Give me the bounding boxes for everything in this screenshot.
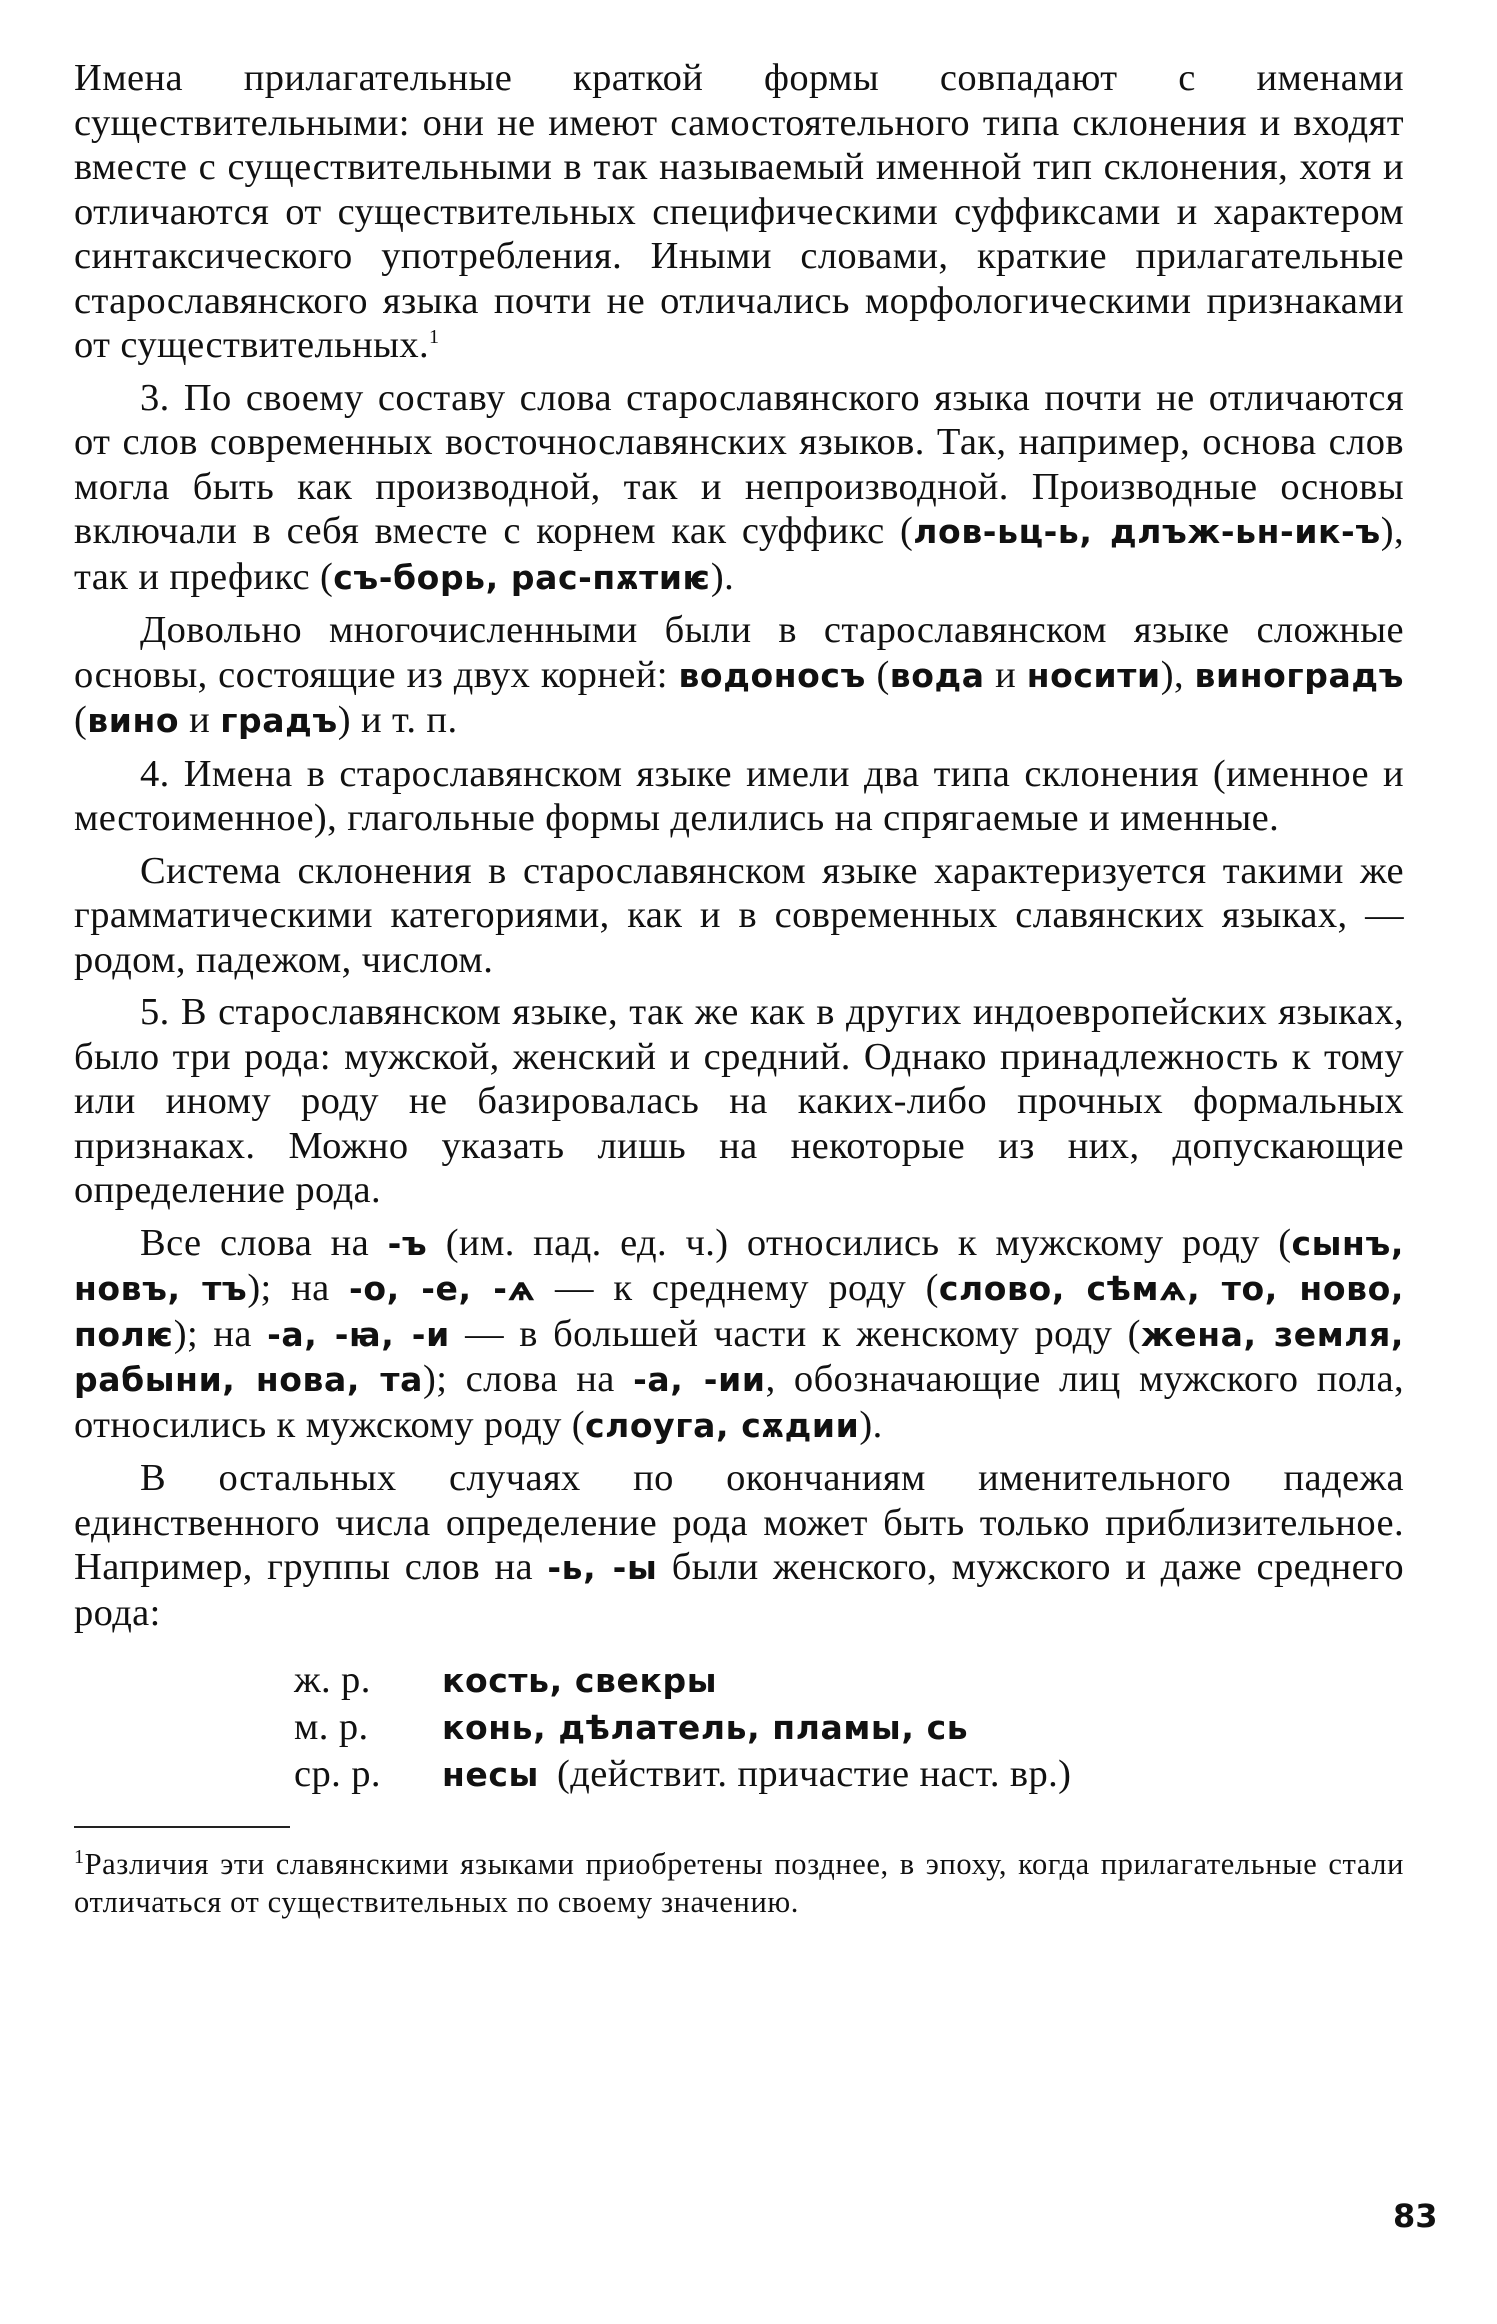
paragraph-text: Имена прилагательные краткой формы совпадают с именами существительными: они не имеют самостоятельного типа склонения и входят вместе с существительными в так называемый именной тип склонения, хотя и отличаются от существительных специфическими суффиксами и характером синтаксического употребления. Иными словами, краткие прилагательные старославянского языка почти не отличались морфологическими признаками от существительных. bbox=[74, 57, 1404, 366]
paragraph-text: ). bbox=[710, 555, 735, 598]
paragraph-text: ( bbox=[865, 653, 890, 696]
paragraph-text: ); слова на bbox=[422, 1358, 634, 1400]
paragraph-text: и bbox=[984, 653, 1027, 696]
old-slavonic-example: вино bbox=[87, 701, 180, 740]
gender-label: ср. р. bbox=[294, 1753, 381, 1795]
book-page bbox=[74, 56, 1404, 1921]
gender-example-words: несы bbox=[442, 1755, 539, 1794]
old-slavonic-example: съ-борь, рас-пѫтиѥ bbox=[333, 557, 711, 597]
old-slavonic-example: лов-ьц-ь, длъж-ьн-ик-ъ bbox=[913, 512, 1381, 551]
old-slavonic-example: носити bbox=[1026, 655, 1161, 695]
paragraph-text: ), так и префикс ( bbox=[74, 510, 1404, 598]
footnote-divider bbox=[74, 1826, 290, 1828]
paragraph-text: — к среднему роду ( bbox=[535, 1267, 939, 1309]
paragraph-text: и bbox=[179, 699, 221, 741]
paragraph-text: ); на bbox=[173, 1312, 268, 1355]
paragraph-compound-stems bbox=[74, 608, 1404, 744]
gender-example-note: (действит. причастие наст. вр.) bbox=[557, 1753, 1072, 1795]
old-slavonic-example: -а, -ꙗ, -и bbox=[267, 1314, 450, 1354]
page-number: 83 bbox=[1393, 2197, 1438, 2235]
body-text bbox=[74, 56, 1404, 1798]
gender-row-masculine bbox=[294, 1704, 1404, 1751]
paragraph-three-genders: 5. В старославянском языке, так же как в других индоевропейских языках, было три рода: мужской, женский и средний. Однако принадлежность к тому или иному роду не базировалась на каких-либо прочных формальных признаках. Можно указать лишь на некоторые из них, допускающие определение рода. bbox=[74, 991, 1404, 1211]
paragraph-text: ). bbox=[859, 1403, 883, 1446]
paragraph-text: (им. пад. ед. ч.) относились к мужскому роду ( bbox=[427, 1221, 1292, 1264]
old-slavonic-example: -ь, -ы bbox=[547, 1548, 658, 1587]
paragraph-gender-endings bbox=[74, 1221, 1404, 1449]
gender-examples-table bbox=[294, 1657, 1404, 1798]
old-slavonic-example: вода bbox=[889, 655, 985, 695]
gender-label: м. р. bbox=[294, 1706, 369, 1748]
paragraph-approximate-gender bbox=[74, 1456, 1404, 1635]
paragraph-text: ) и т. п. bbox=[337, 699, 458, 741]
paragraph-text: ), bbox=[1160, 653, 1195, 696]
paragraph-text: ); на bbox=[247, 1267, 350, 1309]
footnote-mark: 1 bbox=[74, 1845, 85, 1868]
paragraph-text: были женского, мужского и даже среднего рода: bbox=[74, 1546, 1404, 1634]
paragraph-text: ( bbox=[74, 699, 88, 741]
paragraph-declension-system: Система склонения в старославянском языке характеризуется такими же грамматическими категориями, как и в современных славянских языках, — родом, падежом, числом. bbox=[74, 849, 1404, 981]
paragraph-text: , обозначающие лиц мужского пола, относились к мужскому роду ( bbox=[74, 1358, 1404, 1446]
paragraph-text: Все слова на bbox=[140, 1221, 388, 1264]
paragraph-text: В остальных случаях по окончаниям именительного падежа единственного числа определение рода может быть только приблизительное. Например, группы слов на bbox=[74, 1457, 1404, 1588]
paragraph-text: 3. По своему составу слова старославянского языка почти не отличаются от слов современных восточнославянских языков. Так, например, основа слов могла быть как производной, так и непроизводной. Производные основы включали в себя вместе с корнем как суффикс ( bbox=[74, 376, 1404, 552]
old-slavonic-example: жена, земля, рабыни, нова, та bbox=[74, 1314, 1405, 1399]
footnote-text: Различия эти славянскими языками приобретены позднее, в эпоху, когда прилагательные стали отличаться от существительных по своему значению. bbox=[74, 1847, 1404, 1919]
paragraph-text: Довольно многочисленными были в старославянском языке сложные основы, состоящие из двух корней: bbox=[74, 609, 1404, 696]
gender-example-words: конь, дѣлатель, пламы, сь bbox=[442, 1708, 969, 1747]
old-slavonic-example: градъ bbox=[220, 701, 338, 740]
old-slavonic-example: сынъ, новъ, тъ bbox=[74, 1223, 1404, 1308]
paragraph-declension-types: 4. Имена в старославянском языке имели два типа склонения (именное и местоименное), глагольные формы делились на спрягаемые и именные. bbox=[74, 752, 1404, 839]
footnote bbox=[74, 1846, 1404, 1921]
gender-row-neuter bbox=[294, 1751, 1404, 1798]
footnote-reference: 1 bbox=[429, 326, 440, 349]
gender-example-words: кость, свекры bbox=[442, 1661, 718, 1700]
paragraph-short-adjectives bbox=[74, 56, 1404, 368]
old-slavonic-example: -ъ bbox=[387, 1223, 428, 1263]
old-slavonic-example: слово, сѣмѧ, то, ново, полѥ bbox=[74, 1269, 1404, 1354]
gender-row-feminine bbox=[294, 1657, 1404, 1704]
old-slavonic-example: -о, -е, -ѧ bbox=[349, 1269, 536, 1308]
gender-label: ж. р. bbox=[294, 1659, 371, 1701]
old-slavonic-example: виноградъ bbox=[1194, 655, 1404, 695]
paragraph-word-structure bbox=[74, 376, 1404, 601]
old-slavonic-example: слоуга, сѫдии bbox=[584, 1405, 860, 1445]
paragraph-text: — в большей части к женскому роду ( bbox=[449, 1312, 1141, 1355]
old-slavonic-example: -а, -ии bbox=[633, 1360, 766, 1399]
old-slavonic-example: водоносъ bbox=[678, 655, 866, 695]
